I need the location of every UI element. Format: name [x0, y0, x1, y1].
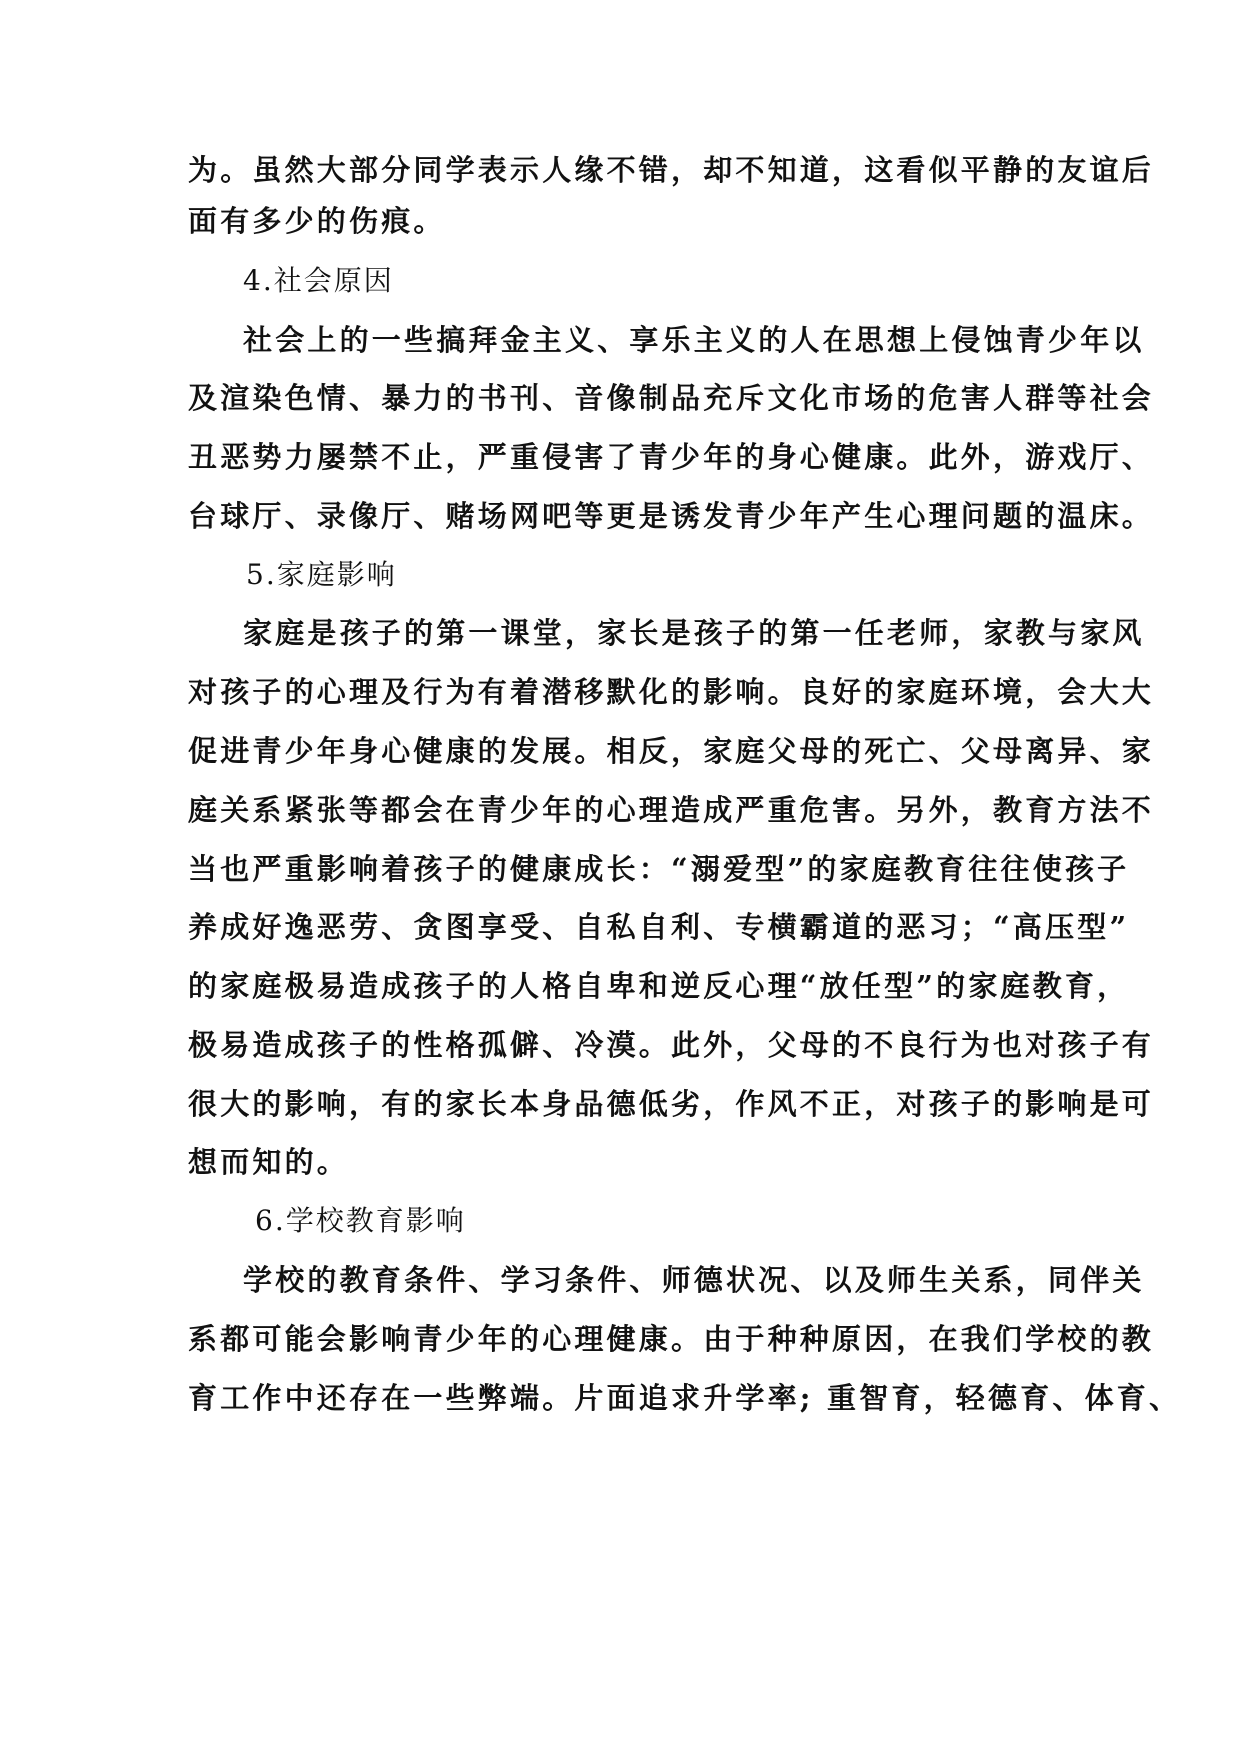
paragraph-line: 及渲染色情、暴力的书刊、音像制品充斥文化市场的危害人群等社会	[188, 381, 1155, 415]
paragraph-line: 为。虽然大部分同学表示人缘不错，却不知道，这看似平静的友谊后	[188, 153, 1155, 187]
paragraph-line: 对孩子的心理及行为有着潜移默化的影响。良好的家庭环境，会大大	[188, 675, 1155, 709]
paragraph-line: 丑恶势力屡禁不止，严重侵害了青少年的身心健康。此外，游戏厅、	[188, 440, 1155, 474]
paragraph-line: 极易造成孩子的性格孤僻、冷漠。此外，父母的不良行为也对孩子有	[188, 1028, 1155, 1062]
paragraph-line: 养成好逸恶劳、贪图享受、自私自利、专横霸道的恶习；“高压型”	[188, 910, 1130, 944]
paragraph-line: 当也严重影响着孩子的健康成长：“溺爱型”的家庭教育往往使孩子	[188, 852, 1130, 886]
paragraph-line: 家庭是孩子的第一课堂，家长是孩子的第一任老师，家教与家风	[243, 616, 1145, 650]
paragraph-line: 系都可能会影响青少年的心理健康。由于种种原因，在我们学校的教	[188, 1322, 1155, 1356]
paragraph-line: 的家庭极易造成孩子的人格自卑和逆反心理“放任型”的家庭教育，	[188, 969, 1130, 1003]
paragraph-line: 社会上的一些搞拜金主义、享乐主义的人在思想上侵蚀青少年以	[243, 323, 1145, 357]
section-heading: 5.家庭影响	[246, 558, 397, 591]
paragraph-line: 台球厅、录像厅、赌场网吧等更是诱发青少年产生心理问题的温床。	[188, 499, 1155, 533]
paragraph-line: 促进青少年身心健康的发展。相反，家庭父母的死亡、父母离异、家	[188, 734, 1155, 768]
paragraph-line: 育工作中还存在一些弊端。片面追求升学率; 重智育，轻德育、体育、	[188, 1381, 1182, 1415]
section-heading: 4.社会原因	[243, 264, 394, 297]
paragraph-line: 面有多少的伤痕。	[188, 204, 446, 238]
paragraph-line: 想而知的。	[188, 1145, 350, 1179]
paragraph-line: 庭关系紧张等都会在青少年的心理造成严重危害。另外，教育方法不	[188, 793, 1155, 827]
section-heading: 6.学校教育影响	[255, 1204, 466, 1237]
paragraph-line: 很大的影响，有的家长本身品德低劣，作风不正，对孩子的影响是可	[188, 1087, 1155, 1121]
paragraph-line: 学校的教育条件、学习条件、师德状况、以及师生关系，同伴关	[243, 1263, 1145, 1297]
